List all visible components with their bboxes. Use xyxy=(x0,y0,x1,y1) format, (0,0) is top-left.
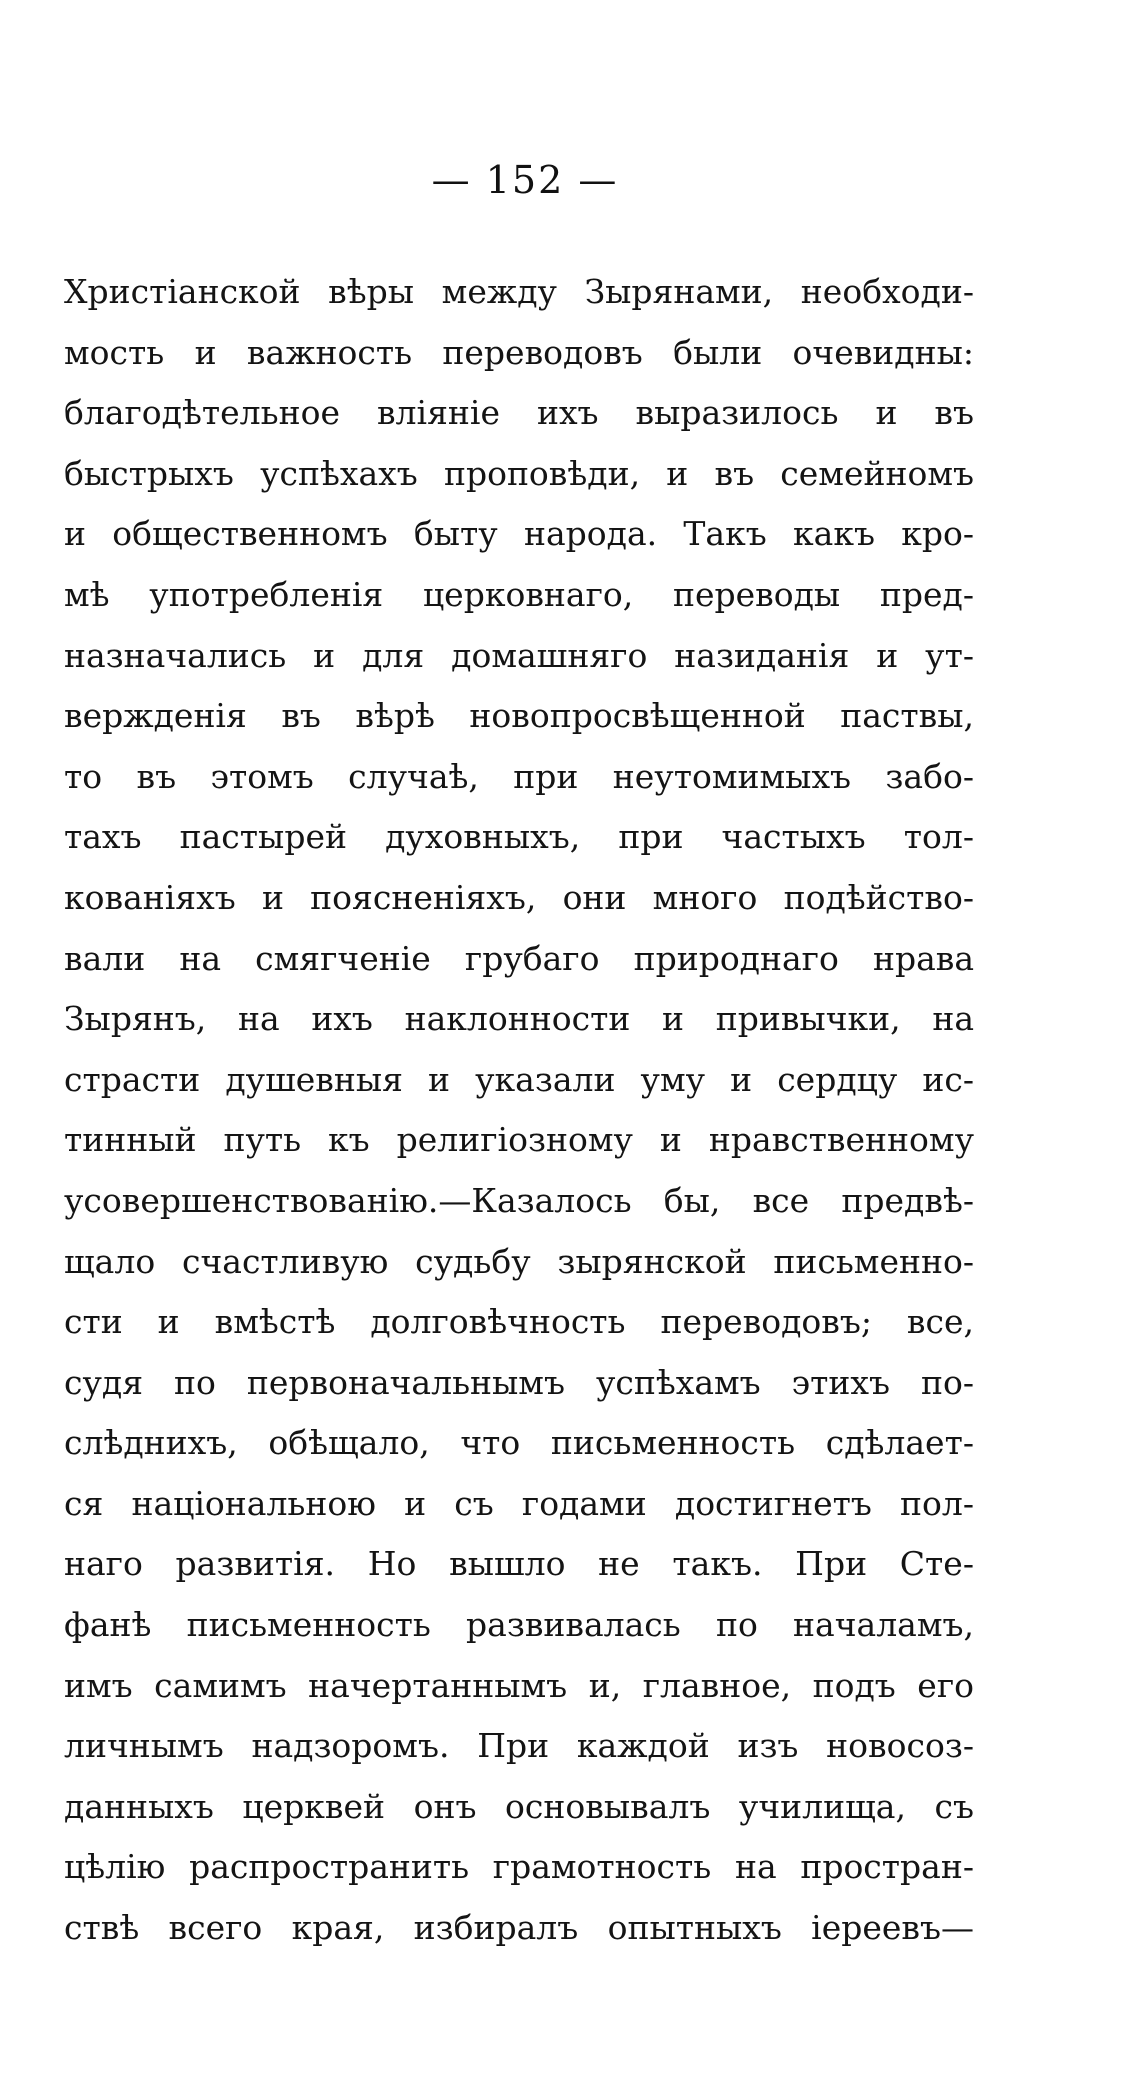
text-line: судя по первоначальнымъ успѣхамъ этихъ по- xyxy=(64,1362,974,1402)
text-line: Зырянъ, на ихъ наклонности и привычки, на xyxy=(64,999,974,1039)
text-line: мѣ употребленія церковнаго, переводы пред- xyxy=(64,574,974,614)
text-line: вержденія въ вѣрѣ новопросвѣщенной паствы, xyxy=(64,696,974,736)
text-line: мость и важность переводовъ были очевидны: xyxy=(64,332,974,372)
text-line: Христіанской вѣры между Зырянами, необходи- xyxy=(64,272,974,311)
text-line: вали на смягченіе грубаго природнаго нрава xyxy=(64,938,974,978)
text-line: цѣлію распространить грамотность на простран- xyxy=(64,1847,974,1887)
text-line: кованіяхъ и поясненіяхъ, они много подѣйство- xyxy=(64,877,974,917)
text-line: фанѣ письменность развивалась по началамъ, xyxy=(64,1605,974,1645)
text-line: тинный путь къ религіозному и нравственному xyxy=(64,1120,974,1160)
text-line: имъ самимъ начертаннымъ и, главное, подъ его xyxy=(64,1665,974,1705)
text-line: сти и вмѣстѣ долговѣчность переводовъ; все, xyxy=(64,1302,974,1342)
text-line: ствѣ всего края, избиралъ опытныхъ іереевъ— xyxy=(64,1908,974,1948)
text-line: страсти душевныя и указали уму и сердцу ис- xyxy=(64,1059,974,1099)
text-line: наго развитія. Но вышло не такъ. При Сте- xyxy=(64,1544,974,1584)
text-line: благодѣтельное вліяніе ихъ выразилось и въ xyxy=(64,393,974,433)
page-number: — 152 — xyxy=(431,158,619,202)
text-line: и общественномъ быту народа. Такъ какъ кро- xyxy=(64,514,974,554)
text-line: слѣднихъ, обѣщало, что письменность сдѣлает- xyxy=(64,1423,974,1463)
text-line: личнымъ надзоромъ. При каждой изъ новосоз- xyxy=(64,1726,974,1766)
text-line: тахъ пастырей духовныхъ, при частыхъ тол- xyxy=(64,817,974,857)
text-line: данныхъ церквей онъ основывалъ училища, съ xyxy=(64,1786,974,1826)
text-line: назначались и для домашняго назиданія и ут- xyxy=(64,635,974,675)
body-text xyxy=(64,262,974,1959)
text-line: то въ этомъ случаѣ, при неутомимыхъ забо- xyxy=(64,756,974,796)
text-line: ся національною и съ годами достигнетъ пол- xyxy=(64,1483,974,1523)
text-line: быстрыхъ успѣхахъ проповѣди, и въ семейномъ xyxy=(64,453,974,493)
text-line: усовершенствованію.—Казалось бы, все предвѣ- xyxy=(64,1180,974,1220)
text-line: щало счастливую судьбу зырянской письменно- xyxy=(64,1241,974,1281)
